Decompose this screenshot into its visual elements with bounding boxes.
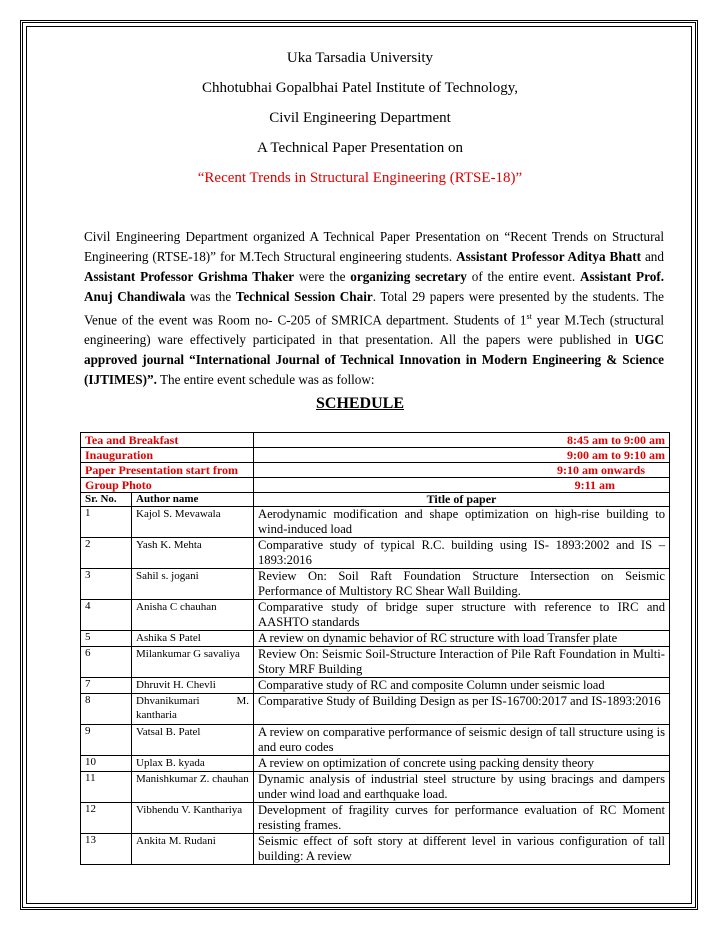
paper-title: Aerodynamic modification and shape optimization on high-rise building to wind-induced load [254, 507, 670, 538]
event-time: 9:10 am onwards [254, 463, 670, 478]
table-row [81, 507, 670, 538]
event-name: Inauguration [81, 448, 254, 463]
intro-paragraph: Civil Engineering Department organized A Technical Paper Presentation on “Recent Trends on Structural Engineering (RTSE-18)” for M.Tech Structural engineering students. Assistant Professor Aditya Bhatt and Assistant Professor Grishma Thaker were the organizing secretary of the entire event. Assistant Prof. Anuj Chandiwala was the Technical Session Chair. Total 29 papers were presented by the students. The Venue of the event was Room no- C-205 of SMRICA department. Students of 1st year M.Tech (structural engineering) ware effectively participated in that presentation. All the papers were published in UGC approved journal “International Journal of Technical Innovation in Modern Engineering & Science (IJTIMES)”. The entire event schedule was as follow: [84, 229, 665, 388]
paper-title: A review on dynamic behavior of RC structure with load Transfer plate [254, 631, 670, 647]
paper-author: Sahil s. jogani [132, 569, 254, 600]
event-name: Paper Presentation start from [81, 463, 254, 478]
paper-sr-no: 6 [81, 647, 132, 678]
paper-title: Comparative study of typical R.C. building using IS- 1893:2002 and IS – 1893:2016 [254, 538, 670, 569]
event-title: “Recent Trends in Structural Engineering (RTSE-18)” [197, 170, 523, 186]
table-row [81, 834, 670, 865]
paper-author: Kajol S. Mevawala [132, 507, 254, 538]
table-row [81, 725, 670, 756]
paper-author: Manishkumar Z. chauhan [132, 772, 254, 803]
paper-title: Development of fragility curves for performance evaluation of RC Moment resisting frames. [254, 803, 670, 834]
event-row [81, 448, 670, 463]
paper-sr-no: 5 [81, 631, 132, 647]
table-row [81, 569, 670, 600]
paper-title: Review On: Seismic Soil-Structure Interaction of Pile Raft Foundation in Multi-Story MRF Building [254, 647, 670, 678]
table-row [81, 678, 670, 694]
table-row [81, 772, 670, 803]
paper-author: Dhvanikumari M. kantharia [132, 694, 254, 725]
paper-author: Vatsal B. Patel [132, 725, 254, 756]
table-row [81, 756, 670, 772]
paper-sr-no: 2 [81, 538, 132, 569]
event-row [81, 463, 670, 478]
department-name: Civil Engineering Department [269, 110, 451, 126]
event-name: Group Photo [81, 478, 254, 493]
paper-title: Review On: Soil Raft Foundation Structure Intersection on Seismic Performance of Multistory RC Shear Wall Building. [254, 569, 670, 600]
paper-title: Seismic effect of soft story at different level in various configuration of tall building: A review [254, 834, 670, 865]
paper-author: Milankumar G savaliya [132, 647, 254, 678]
table-row [81, 538, 670, 569]
paper-author: Ashika S Patel [132, 631, 254, 647]
paper-author: Yash K. Mehta [132, 538, 254, 569]
paper-sr-no: 13 [81, 834, 132, 865]
paper-sr-no: 9 [81, 725, 132, 756]
schedule-title: SCHEDULE [315, 395, 405, 412]
paper-title: Dynamic analysis of industrial steel structure by using bracings and dampers under wind load and earthquake load. [254, 772, 670, 803]
paper-author: Uplax B. kyada [132, 756, 254, 772]
col-author: Author name [132, 493, 254, 507]
event-name: Tea and Breakfast [81, 433, 254, 448]
schedule-table [80, 432, 670, 865]
paper-author: Dhruvit H. Chevli [132, 678, 254, 694]
paper-sr-no: 12 [81, 803, 132, 834]
paper-sr-no: 10 [81, 756, 132, 772]
event-row [81, 433, 670, 448]
paper-title: A review on optimization of concrete using packing density theory [254, 756, 670, 772]
paper-sr-no: 3 [81, 569, 132, 600]
paper-sr-no: 8 [81, 694, 132, 725]
table-header-row [81, 493, 670, 507]
paper-author: Vibhendu V. Kanthariya [132, 803, 254, 834]
col-sr-no: Sr. No. [81, 493, 132, 507]
paper-sr-no: 1 [81, 507, 132, 538]
paper-author: Anisha C chauhan [132, 600, 254, 631]
paper-sr-no: 4 [81, 600, 132, 631]
institute-name: Chhotubhai Gopalbhai Patel Institute of Technology, [202, 80, 518, 96]
paper-title: A review on comparative performance of seismic design of tall structure using is and euro codes [254, 725, 670, 756]
university-name: Uka Tarsadia University [286, 50, 434, 66]
event-row [81, 478, 670, 493]
paper-title: Comparative study of bridge super structure with reference to IRC and AASHTO standards [254, 600, 670, 631]
paper-author: Ankita M. Rudani [132, 834, 254, 865]
paper-sr-no: 11 [81, 772, 132, 803]
event-time: 8:45 am to 9:00 am [254, 433, 670, 448]
paper-title: Comparative Study of Building Design as per IS-16700:2017 and IS-1893:2016 [254, 694, 670, 725]
paper-sr-no: 7 [81, 678, 132, 694]
table-row [81, 600, 670, 631]
table-row [81, 803, 670, 834]
table-row [81, 631, 670, 647]
event-time: 9:11 am [254, 478, 670, 493]
presentation-line: A Technical Paper Presentation on [256, 140, 464, 156]
paper-title: Comparative study of RC and composite Column under seismic load [254, 678, 670, 694]
event-time: 9:00 am to 9:10 am [254, 448, 670, 463]
table-row [81, 694, 670, 725]
col-title: Title of paper [254, 493, 670, 507]
table-row [81, 647, 670, 678]
